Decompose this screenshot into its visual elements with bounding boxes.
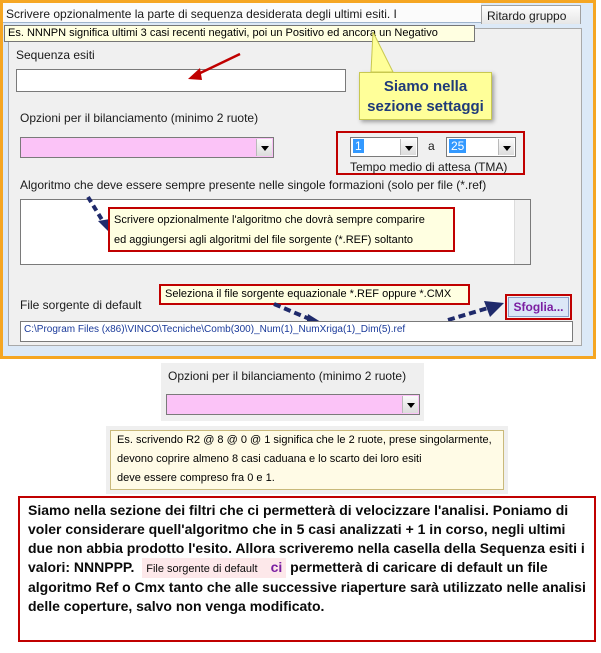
source-tooltip-text: Seleziona il file sorgente equazionale *.REF oppure *.CMX [165, 288, 452, 300]
algo-tooltip-line2: ed aggiungersi agli algoritmi del file sorgente (*.REF) soltanto [114, 234, 413, 246]
tma-to-dropdown[interactable] [446, 137, 516, 157]
example-line3: deve essere compreso fra 0 e 1. [117, 472, 275, 484]
chevron-down-icon[interactable] [400, 139, 416, 155]
example-box [110, 430, 504, 490]
balance-dropdown-value [23, 139, 27, 153]
inline-source-suffix: ci [270, 559, 283, 575]
sequence-label: Sequenza esiti [16, 48, 95, 62]
balance-dropdown[interactable] [20, 137, 274, 158]
algo-scrollbar[interactable] [514, 200, 530, 264]
red-arrow-icon [180, 50, 245, 85]
chevron-down-icon[interactable] [402, 396, 418, 413]
tma-from-dropdown[interactable] [350, 137, 418, 157]
balance-label: Opzioni per il bilanciamento (minimo 2 ruote) [20, 111, 259, 125]
explanation-box [18, 496, 596, 642]
example-line2: devono coprire almeno 8 casi caduana e lo scarto dei loro esiti [117, 453, 422, 465]
chevron-down-icon[interactable] [256, 139, 272, 156]
tab-ritardo-gruppo-label: Ritardo gruppo [487, 9, 567, 23]
browse-button[interactable] [508, 297, 569, 317]
explanation-text-after: permetterà di caricare di default un file algoritmo Ref o Cmx tanto che alle successive riaperture sarà utilizzato nelle analisi delle coperture, salvo non venga modificato. [28, 559, 586, 614]
zoom-balance-label: Opzioni per il bilanciamento (minimo 2 ruote) [168, 369, 407, 383]
source-label: File sorgente di default [20, 298, 142, 312]
source-path-value: C:\Program Files (x86)\VINCO\Tecniche\Comb(300)_Num(1)_NumXriga(1)_Dim(5).ref [24, 324, 406, 335]
algo-tooltip-line1: Scrivere opzionalmente l'algoritmo che dovrà sempre comparire [114, 214, 425, 226]
sequence-tooltip [4, 25, 475, 42]
zoom-balance-dropdown[interactable] [166, 394, 420, 415]
tma-separator: a [428, 139, 435, 153]
tma-label: Tempo medio di attesa (TMA) [350, 160, 508, 174]
settings-callout-line1: Siamo nella [383, 78, 468, 95]
tma-to-value: 25 [451, 139, 465, 153]
explanation-text-before: Siamo nella sezione dei filtri che ci permetterà di velocizzare l'analisi. Poniamo di voler considerare quell'algoritmo che in 5 casi analizzati + 1 in corso, negli ultimi due non abbia prodotto l'esito. Allora scriveremo nella casella della Sequenza esiti i valori: NNNPPP. [28, 502, 585, 575]
algo-label: Algoritmo che deve essere sempre presente nelle singole formazioni (solo per file (*.ref) [20, 178, 487, 192]
example-line1: Es. scrivendo R2 @ 8 @ 0 @ 1 significa che le 2 ruote, prese singolarmente, [117, 434, 492, 446]
tma-from-value: 1 [355, 139, 362, 153]
browse-button-label: Sfoglia... [513, 300, 564, 314]
chevron-down-icon[interactable] [498, 139, 514, 155]
inline-source-label: File sorgente di default [146, 563, 258, 575]
source-path-input[interactable] [20, 321, 573, 342]
callout-tail [369, 32, 395, 74]
settings-callout [359, 72, 492, 120]
algo-tooltip [108, 207, 455, 252]
inline-source-widget [142, 558, 286, 578]
header-text: Scrivere opzionalmente la parte di sequenza desiderata degli ultimi esiti. I [6, 7, 397, 21]
settings-callout-line2: sezione settaggi [367, 98, 484, 115]
sequence-tooltip-text: Es. NNNPN significa ultimi 3 casi recenti negativi, poi un Positivo ed ancora un Negativo [8, 27, 438, 39]
zoom-balance-value [169, 396, 173, 410]
